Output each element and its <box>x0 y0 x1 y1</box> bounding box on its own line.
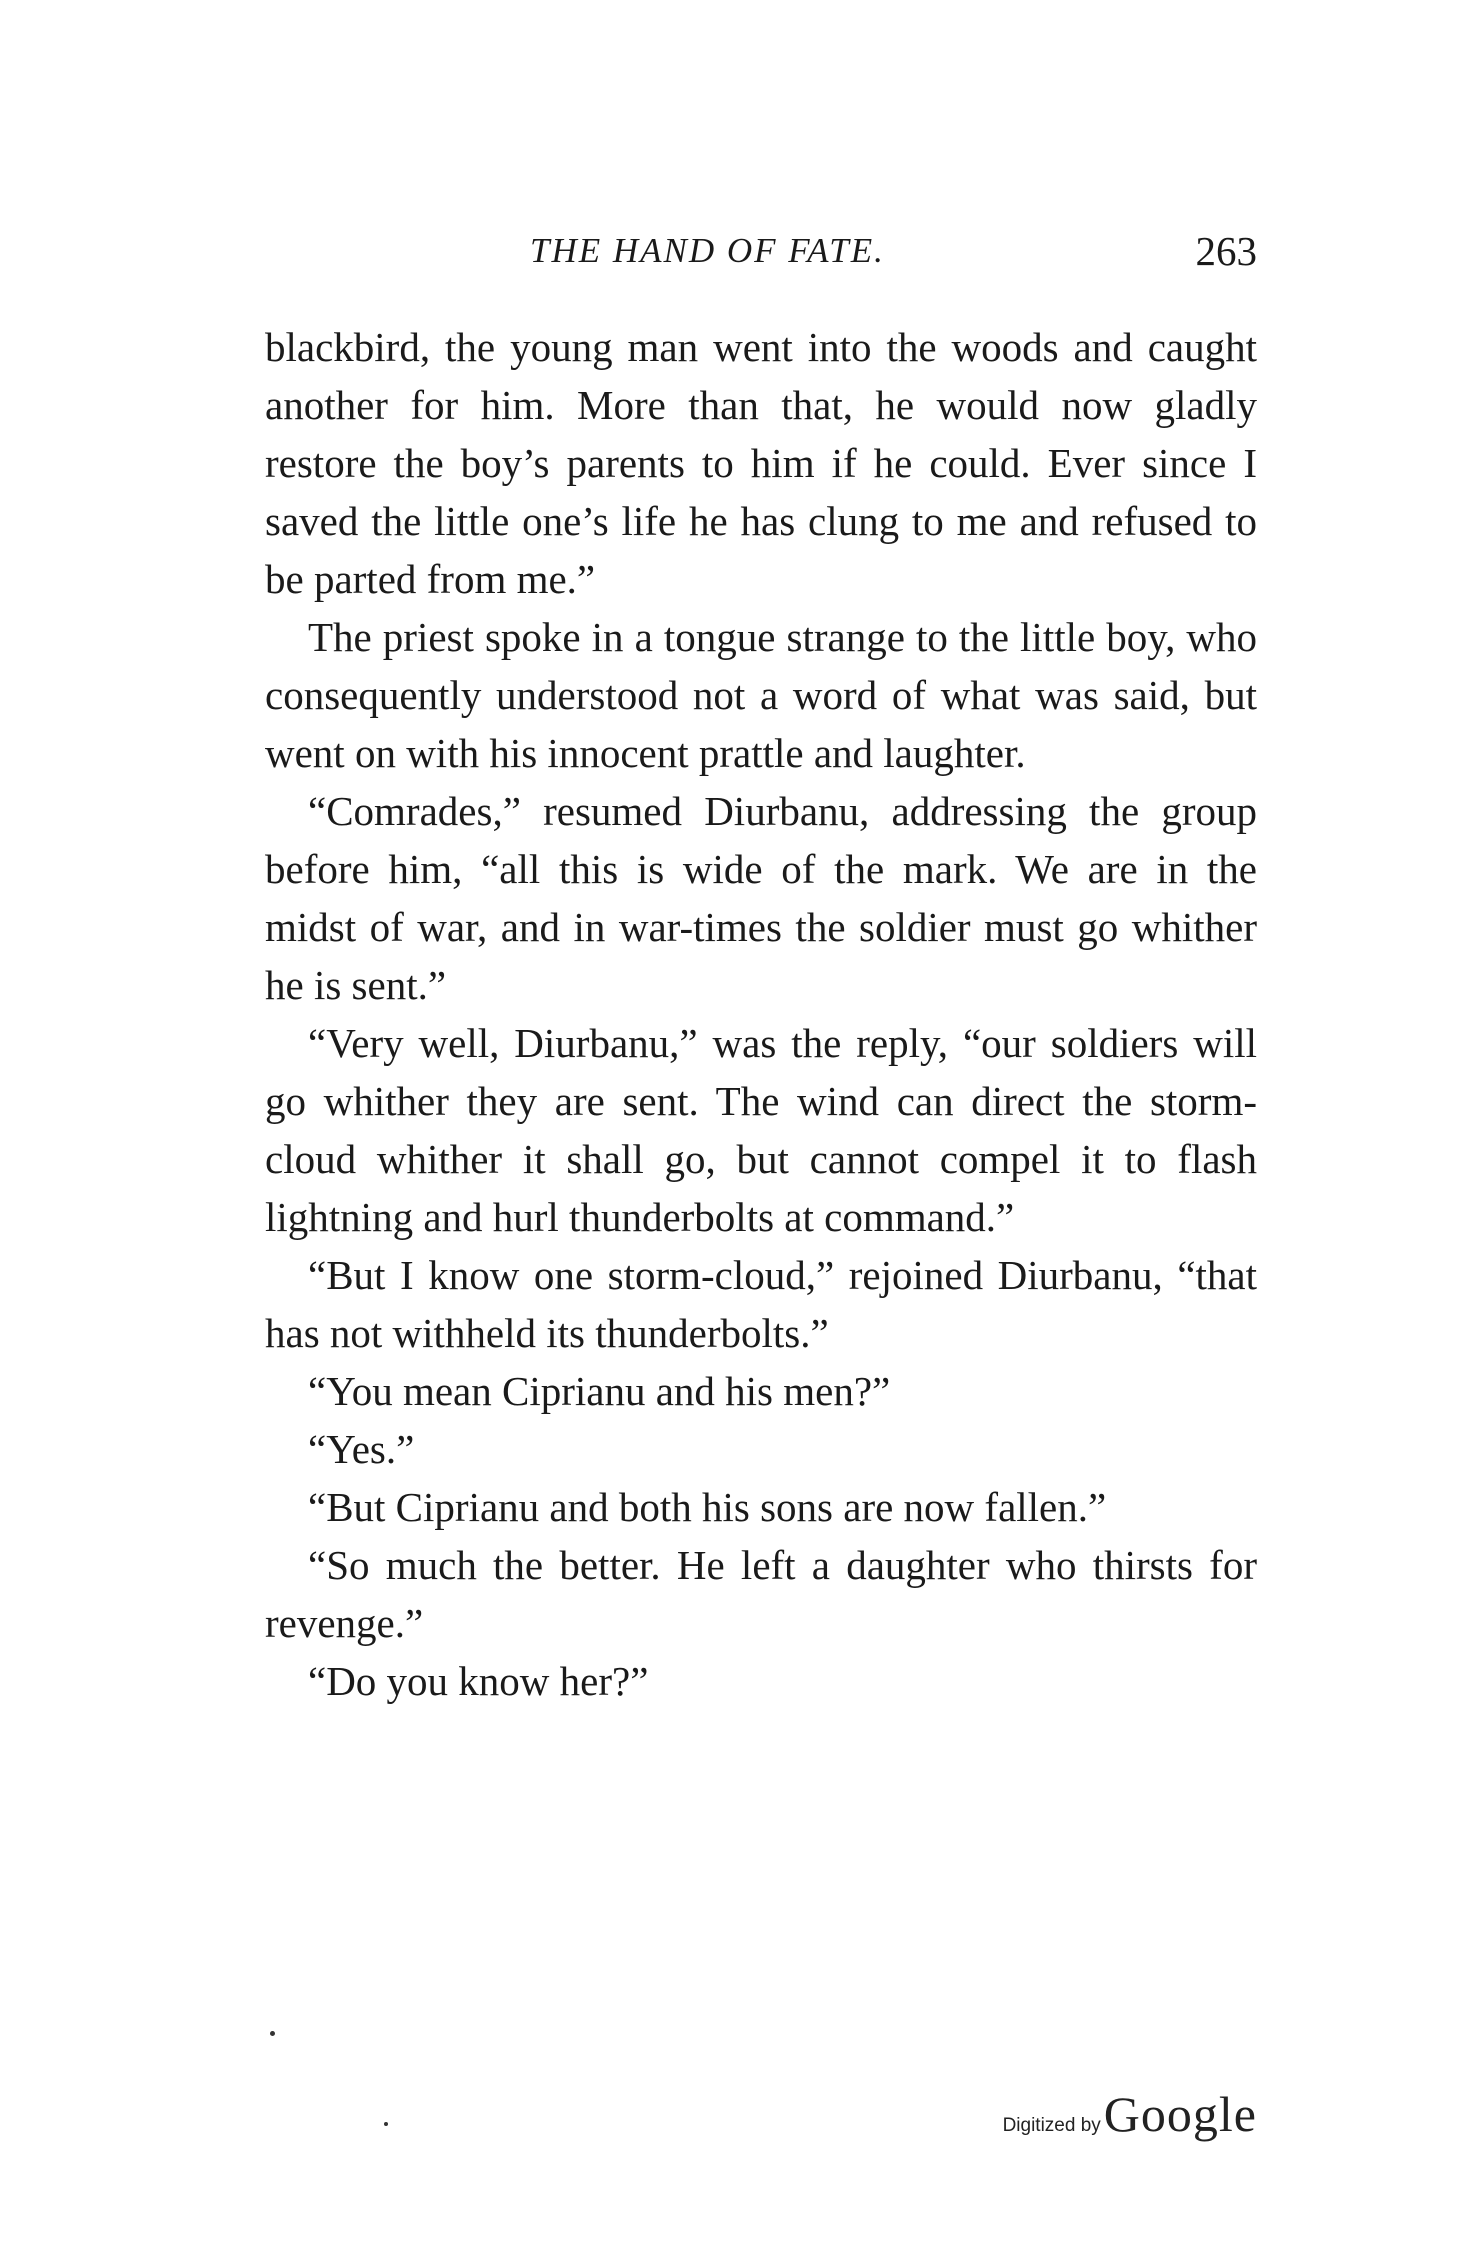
paragraph: blackbird, the young man went into the woods and caught another for him. More than that, he would now gladly restore the boy’s parents to him if he could. Ever since I saved the little one’s life he has clung to me and refused to be parted from me.” <box>265 324 1257 602</box>
paragraph: “Very well, Diurbanu,” was the reply, “our soldiers will go whither they are sent. The wind can direct the storm-cloud whither it shall go, but cannot compel it to flash lightning and hurl thunderbolts at command.” <box>265 1020 1257 1240</box>
running-title: THE HAND OF FATE. <box>530 231 885 270</box>
page-number: 263 <box>1195 228 1257 274</box>
body-text <box>265 318 1257 1710</box>
running-header <box>265 226 1257 286</box>
paragraph: “Comrades,” resumed Diurbanu, addressing the group before him, “all this is wide of the mark. We are in the midst of war, and in war-times the soldier must go whither he is sent.” <box>265 788 1257 1008</box>
print-speck <box>384 2122 388 2126</box>
paragraph: “Yes.” <box>308 1426 415 1472</box>
google-logo: Google <box>1103 2086 1257 2142</box>
paragraph: “But I know one storm-cloud,” rejoined Diurbanu, “that has not withheld its thunderbolts.” <box>265 1252 1257 1356</box>
watermark-prefix: Digitized by <box>1002 2115 1101 2136</box>
digitized-by-watermark <box>1003 2085 1257 2145</box>
paragraph: “Do you know her?” <box>308 1658 649 1704</box>
paragraph: The priest spoke in a tongue strange to the little boy, who consequently understood not a word of what was said, but went on with his innocent prattle and laughter. <box>265 614 1257 776</box>
paragraph: “But Ciprianu and both his sons are now fallen.” <box>308 1484 1107 1530</box>
print-speck <box>270 2031 275 2036</box>
paragraph: “You mean Ciprianu and his men?” <box>308 1368 891 1414</box>
paragraph: “So much the better. He left a daughter who thirsts for revenge.” <box>265 1542 1257 1646</box>
